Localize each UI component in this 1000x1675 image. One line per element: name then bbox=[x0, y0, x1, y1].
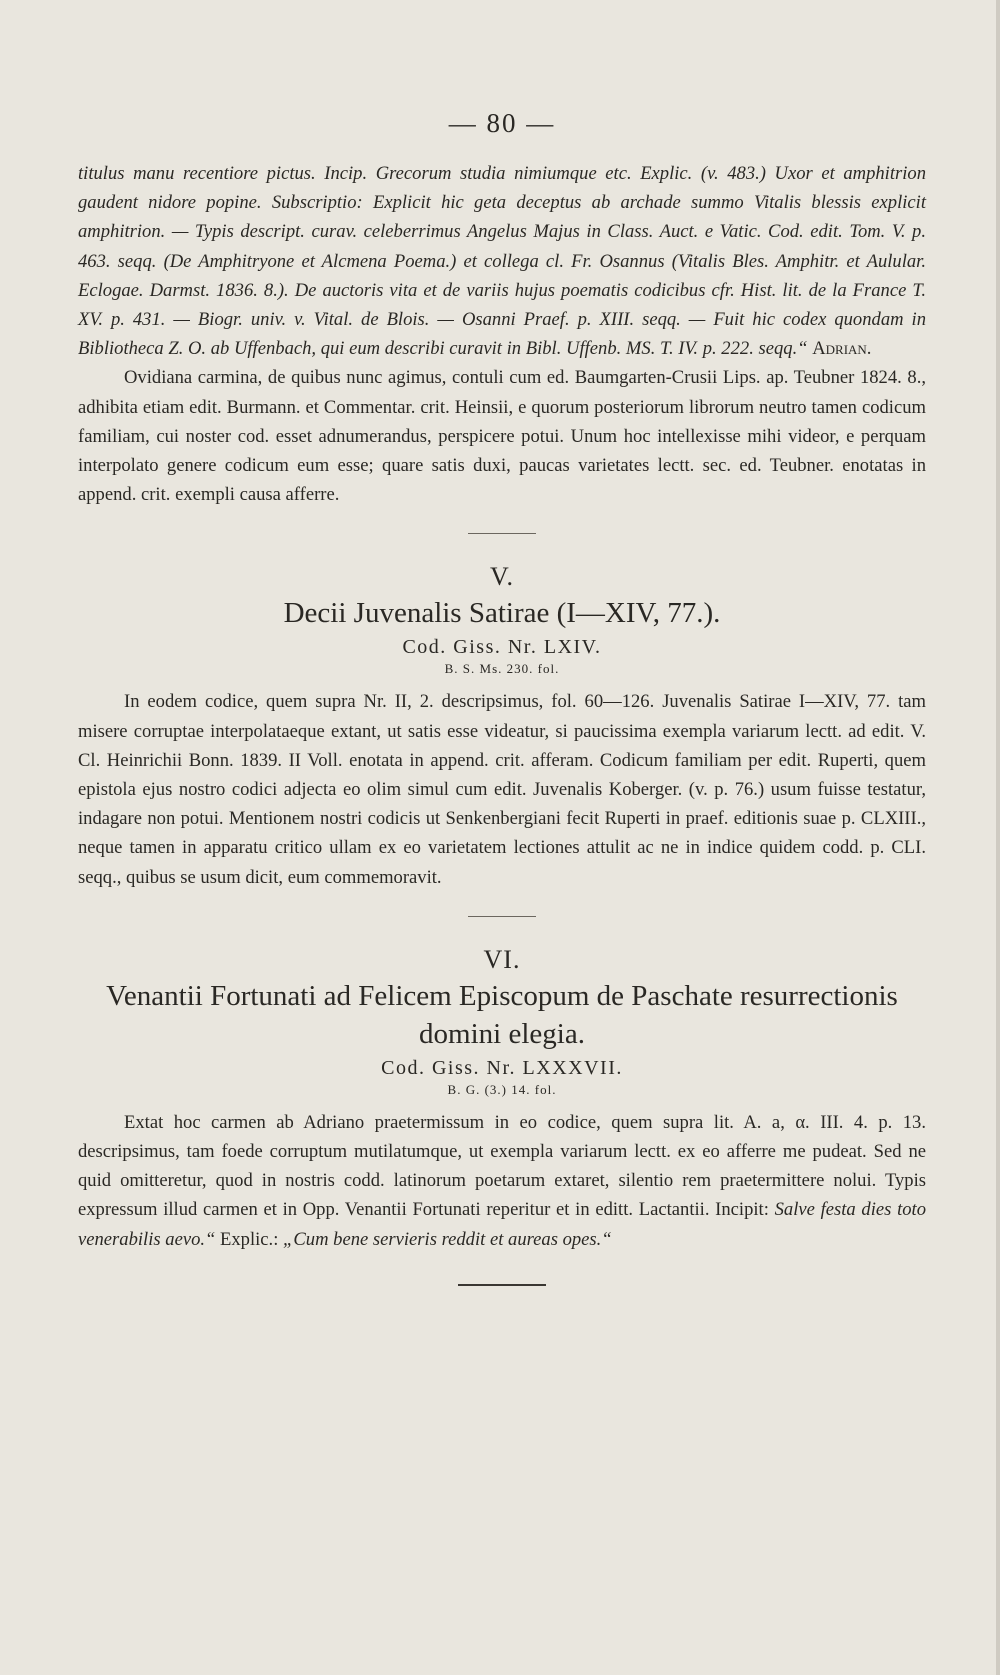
section-vi-codex: Cod. Giss. Nr. LXXXVII. bbox=[381, 1056, 623, 1079]
section-v-numeral: V. bbox=[490, 562, 514, 592]
explicit-quote: „Cum bene servieris reddit et aureas opes.“ bbox=[283, 1228, 612, 1250]
section-v-title: Decii Juvenalis Satirae (I—XIV, 77.). bbox=[283, 597, 721, 630]
explicit-label: Explic.: bbox=[220, 1228, 279, 1250]
ovidiana-paragraph: Ovidiana carmina, de quibus nunc agimus, contuli cum ed. Baumgarten-Crusii Lips. ap. Teubner 1824. 8., adhibita etiam edit. Burmann. et Commentar. crit. Heinsii, e quorum posteriorum librorum neutro tamen codicum familiam, cui noster cod. esset adnumerandus, perspicere potui. Unum hoc intellexisse mihi videor, e perquam interpolato genere codicum eum esse; quare satis duxi, paucas varietates lectt. sec. ed. Teubner. enotatas in append. crit. exempli causa afferre. bbox=[78, 367, 926, 506]
section-vi-title: Venantii Fortunati ad Felicem Episcopum de Paschate resurrectionis domini elegia. bbox=[106, 979, 898, 1050]
section-vi-body-text: Extat hoc carmen ab Adriano praetermissum in eo codice, quem supra lit. A. a, α. III. 4. p. 13. descripsimus, tam foede corruptum mutilatumque, ut exempla variarum lectt. ex eo afferre me pudeat. Sed ne quid omitteretur, quod in nostris codd. latinorum poetarum extaret, silentio rem praetermittere nolui. Typis expressum illud carmen et in Opp. Venantii Fortunati reperitur et in editt. Lactantii. Incipit: bbox=[78, 1111, 926, 1221]
section-divider bbox=[468, 533, 536, 534]
section-vi-body bbox=[78, 1108, 926, 1254]
section-v-codex: Cod. Giss. Nr. LXIV. bbox=[402, 636, 602, 659]
section-vi-shelfmark: B. G. (3.) 14. fol. bbox=[447, 1081, 557, 1097]
incipit-quote: Salve festa dies toto venerabilis aevo.“ bbox=[78, 1199, 926, 1250]
end-rule bbox=[458, 1284, 546, 1286]
section-v-body: In eodem codice, quem supra Nr. II, 2. descripsimus, fol. 60—126. Juvenalis Satirae I—XIV, 77. tam misere corruptae interpolataeque extant, ut satis esse videatur, si paucissima exempla variarum lectt. ad edit. V. Cl. Heinrichii Bonn. 1839. II Voll. enotata in append. crit. afferam. Codicum familiam per edit. Ruperti, quem epistola ejus nostro codici adjecta eo olim simul cum edit. Juvenalis Koberger. (v. p. 76.) usum fuisse testatur, indagare non potui. Mentionem nostri codicis ut Senkenbergiani fecit Ruperti in praef. editionis suae p. CLXIII., neque tamen in apparatu critico ullam ex eo varietatem lectiones attulit ac ne in indice quidem codd. p. CLI. seqq., quibus se usum dicit, eum commemoravit. bbox=[78, 691, 926, 888]
section-divider bbox=[468, 916, 536, 917]
intro-text: titulus manu recentiore pictus. Incip. Grecorum studia nimiumque etc. Explic. (v. 483.) Uxor et amphitrion gaudent nidore popine. Subscriptio: Explicit hic geta deceptus ab archade summo Vitalis blessis explicit amphitrion. — Typis descript. curav. celeberrimus Angelus Majus in Class. Auct. e Vatic. Cod. edit. Tom. V. p. 463. seqq. (De Amphitryone et Alcmena Poema.) et collega cl. Fr. Osannus (Vitalis Bles. Amphitr. et Aulular. Eclogae. Darmst. 1836. 8.). De auctoris vita et de variis hujus poematis codicibus cfr. Hist. lit. de la France T. XV. p. 431. — Biogr. univ. v. Vital. de Blois. — Osanni Praef. p. XIII. seqq. — Fuit hic codex quondam in Bibliotheca Z. O. ab Uffenbach, qui eum describi curavit in Bibl. Uffenb. MS. T. IV. p. 222. seqq.“ bbox=[78, 163, 926, 360]
page-number: — 80 — bbox=[448, 108, 556, 138]
section-vi-numeral: VI. bbox=[483, 944, 521, 974]
section-v-shelfmark: B. S. Ms. 230. fol. bbox=[444, 661, 560, 677]
section-vi bbox=[78, 945, 926, 1254]
section-v bbox=[78, 562, 926, 891]
page-edge-shadow bbox=[996, 0, 1000, 1675]
page-content bbox=[78, 108, 926, 1286]
signature-adrian: Adrian. bbox=[812, 338, 872, 360]
intro-paragraph bbox=[78, 159, 926, 363]
